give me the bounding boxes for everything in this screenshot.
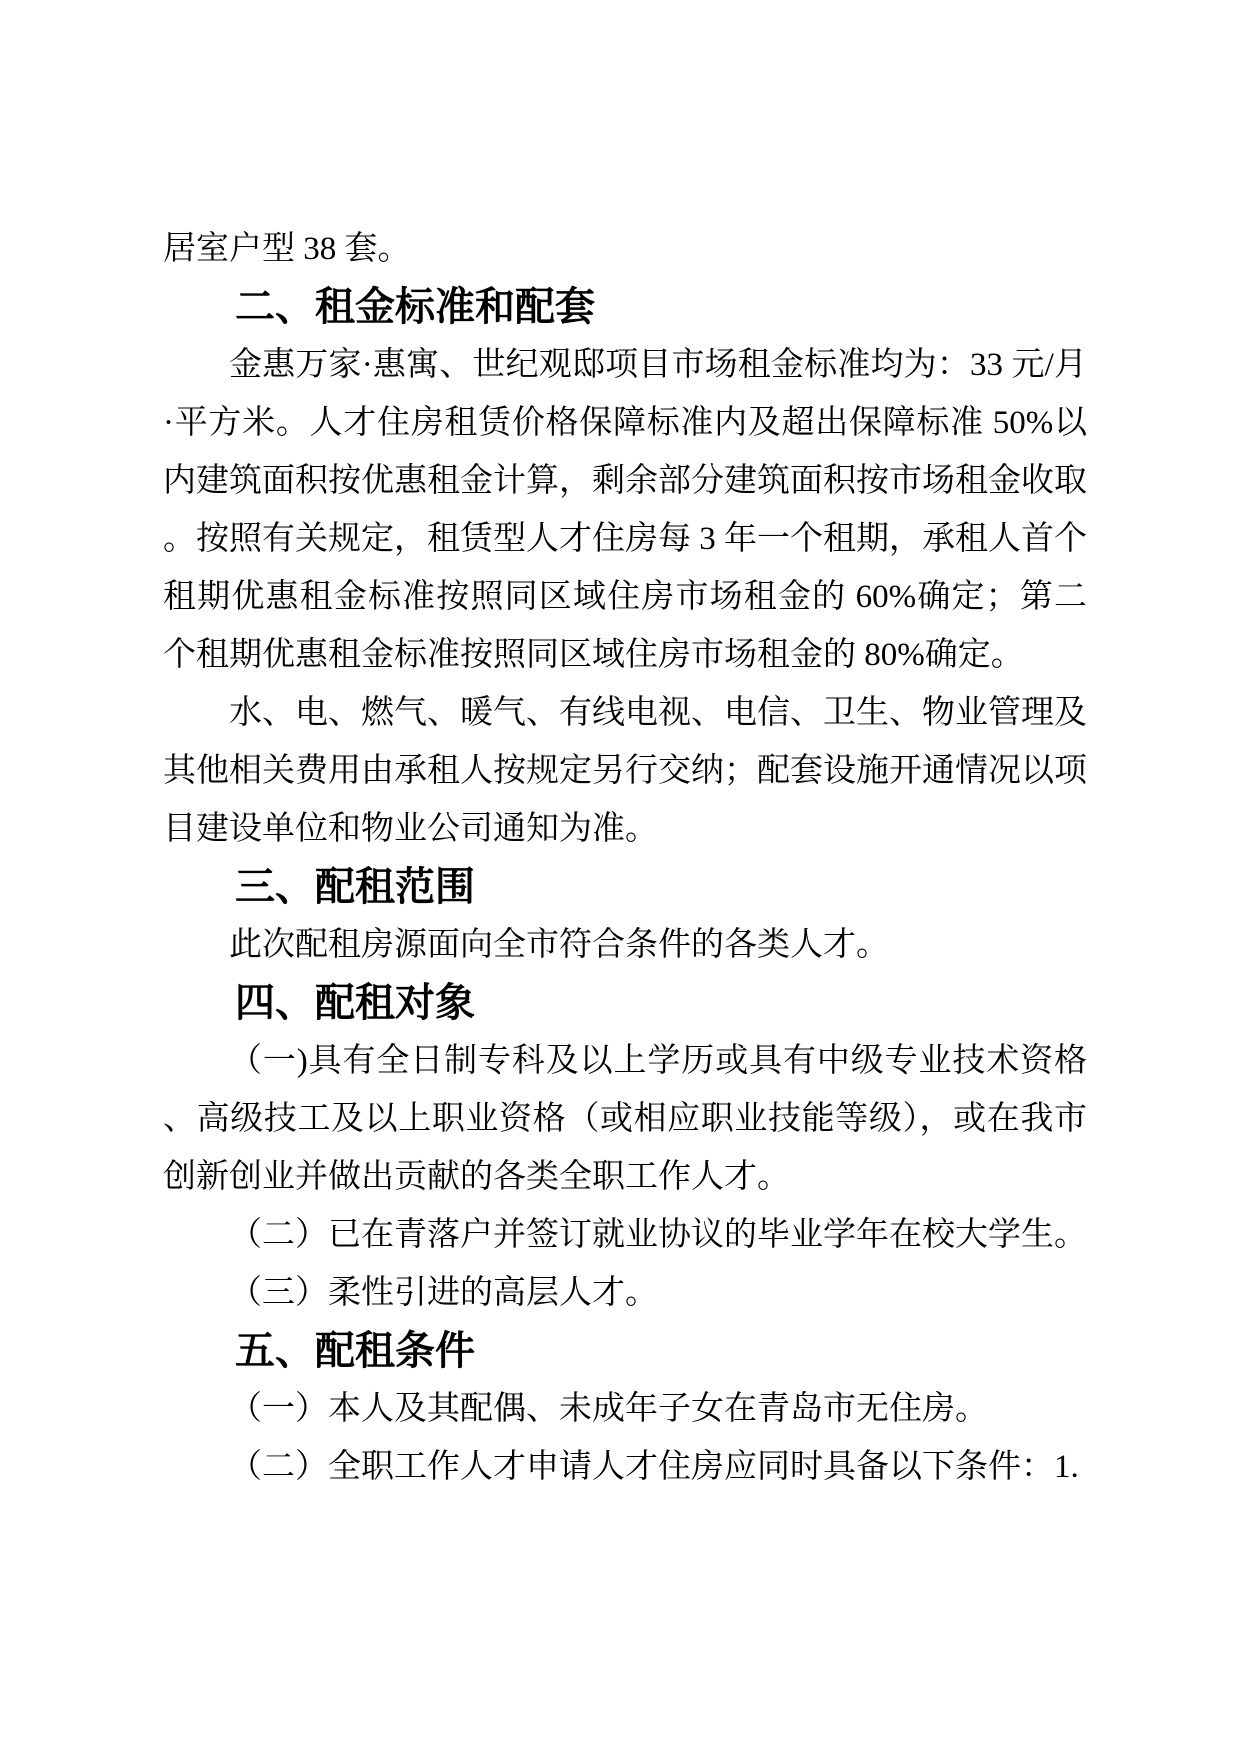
paragraph-rent-standard: 金惠万家·惠寓、世纪观邸项目市场租金标准均为：33 元/月·平方米。人才住房租赁价格保障标准内及超出保障标准 50%以内建筑面积按优惠租金计算，剩余部分建筑面积按市场租金收取。按照有关规定，租赁型人才住房每 3 年一个租期，承租人首个租期优惠租金标准按照同区域住房市场租金的 60%确定；第二个租期优惠租金标准按照同区域住房市场租金的 80%确定。	[163, 347, 1087, 673]
paragraph-allocation-scope: 此次配租房源面向全市符合条件的各类人才。	[229, 927, 889, 963]
paragraph-target-item-3: （三）柔性引进的高层人才。	[229, 1275, 658, 1311]
section-heading-allocation-scope: 三、配租范围	[235, 865, 475, 909]
paragraph-target-item-2: （二）已在青落户并签订就业协议的毕业学年在校大学生。	[229, 1217, 1087, 1253]
paragraph-target-item-1: （一)具有全日制专科及以上学历或具有中级专业技术资格、高级技工及以上职业资格（或相应职业技能等级），或在我市创新创业并做出贡献的各类全职工作人才。	[163, 1043, 1087, 1195]
section-heading-allocation-targets: 四、配租对象	[235, 981, 475, 1025]
paragraph-condition-item-1: （一）本人及其配偶、未成年子女在青岛市无住房。	[229, 1391, 988, 1427]
section-heading-allocation-conditions: 五、配租条件	[235, 1329, 475, 1373]
paragraph-utility-fees: 水、电、燃气、暖气、有线电视、电信、卫生、物业管理及其他相关费用由承租人按规定另行交纳；配套设施开通情况以项目建设单位和物业公司通知为准。	[163, 695, 1087, 847]
paragraph-continuation-units: 居室户型 38 套。	[163, 231, 411, 267]
paragraph-condition-item-2: （二）全职工作人才申请人才住房应同时具备以下条件：1.	[229, 1449, 1079, 1485]
section-heading-rent-standard: 二、租金标准和配套	[235, 285, 595, 329]
